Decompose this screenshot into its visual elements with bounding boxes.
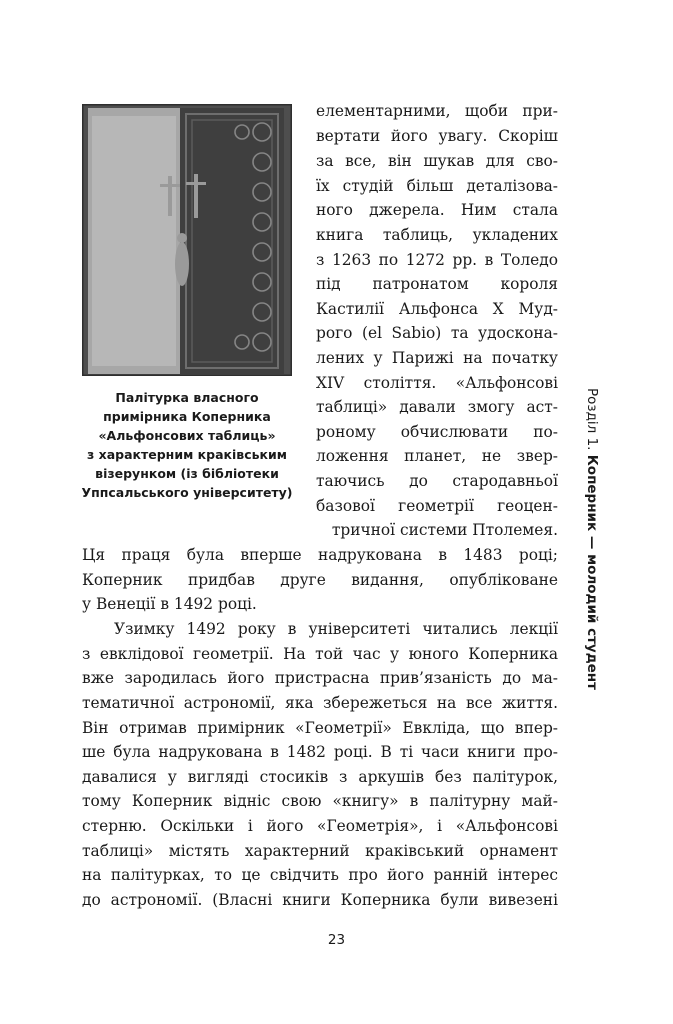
- body-text-line: базової геометрії геоцен-: [316, 497, 558, 515]
- body-text-line: ного джерела. Ним стала: [316, 201, 558, 219]
- body-text-line: їх студій більш деталізова-: [316, 177, 558, 195]
- running-head-section: Розділ 1.: [584, 388, 600, 451]
- body-text-line: тому Коперник відніс свою «книгу» в палітурну май-: [82, 792, 558, 810]
- body-text-line: Він отримав примірник «Геометрії» Евкліда, що впер-: [82, 719, 558, 737]
- body-text-line: роному обчислювати по-: [316, 423, 558, 441]
- body-text-line: з евклідової геометрії. На той час у юного Коперника: [82, 645, 558, 663]
- body-text-line: вертати його увагу. Скоріш: [316, 127, 558, 145]
- caption-line: з характерним краківським: [87, 447, 287, 462]
- body-text-line: рого (el Sabio) та удоскона-: [316, 324, 558, 342]
- body-text-line: тричної системи Птолемея.: [331, 521, 558, 539]
- running-head: [584, 388, 600, 690]
- body-text-line: стерню. Оскільки і його «Геометрія», і «Альфонсові: [82, 817, 558, 835]
- figure-caption: [76, 388, 298, 502]
- caption-line: Палітурка власного: [115, 390, 259, 405]
- running-head-title: Коперник — молодий студент: [584, 454, 600, 690]
- book-binding-photo: [82, 104, 292, 376]
- body-text-line: на палітурках, то це свідчить про його ранній інтерес: [82, 866, 558, 884]
- body-text-line: лених у Парижі на початку: [316, 349, 558, 367]
- caption-line: «Альфонсових таблиць»: [98, 428, 276, 443]
- page-number: 23: [327, 932, 346, 948]
- caption-line: Уппсальського університету): [81, 485, 293, 500]
- body-text-line: елементарними, щоби при-: [316, 102, 558, 120]
- body-text-line: таблиці» давали змогу аст-: [316, 398, 558, 416]
- caption-line: візерунком (із бібліотеки: [95, 466, 279, 481]
- book-binding-icon: [82, 104, 292, 376]
- body-text-line: таблиці» містять характерний краківський орнамент: [82, 842, 558, 860]
- body-text-line: Коперник придбав друге видання, опубліковане: [82, 571, 558, 589]
- body-text-line: Узимку 1492 року в університеті читались лекції: [114, 620, 558, 638]
- body-text-line: з 1263 по 1272 рр. в Толедо: [316, 251, 558, 269]
- body-text-line: тематичної астрономії, яка збережеться на все життя.: [82, 694, 558, 712]
- body-text-line: вже зародилась його пристрасна прив’язаність до ма-: [82, 669, 558, 687]
- caption-line: примірника Коперника: [103, 409, 271, 424]
- body-text-line: давалися у вигляді стосиків з аркушів без палітурок,: [82, 768, 558, 786]
- body-text-line: Кастилії Альфонса X Муд-: [316, 300, 558, 318]
- body-text-line: XIV століття. «Альфонсові: [316, 374, 558, 392]
- body-text-line: ложення планет, не звер-: [316, 447, 558, 465]
- body-text-line: до астрономії. (Власні книги Коперника були вивезені: [82, 891, 558, 909]
- body-text-line: за все, він шукав для сво-: [316, 152, 558, 170]
- body-text-line: у Венеції в 1492 році.: [82, 595, 257, 613]
- body-text-line: книга таблиць, укладених: [316, 226, 558, 244]
- body-text-line: Ця праця була вперше надрукована в 1483 році;: [82, 546, 558, 564]
- body-text-line: таючись до стародавньої: [316, 472, 558, 490]
- body-text-line: ше була надрукована в 1482 році. В ті часи книги про-: [82, 743, 558, 761]
- body-text-line: під патронатом короля: [316, 275, 558, 293]
